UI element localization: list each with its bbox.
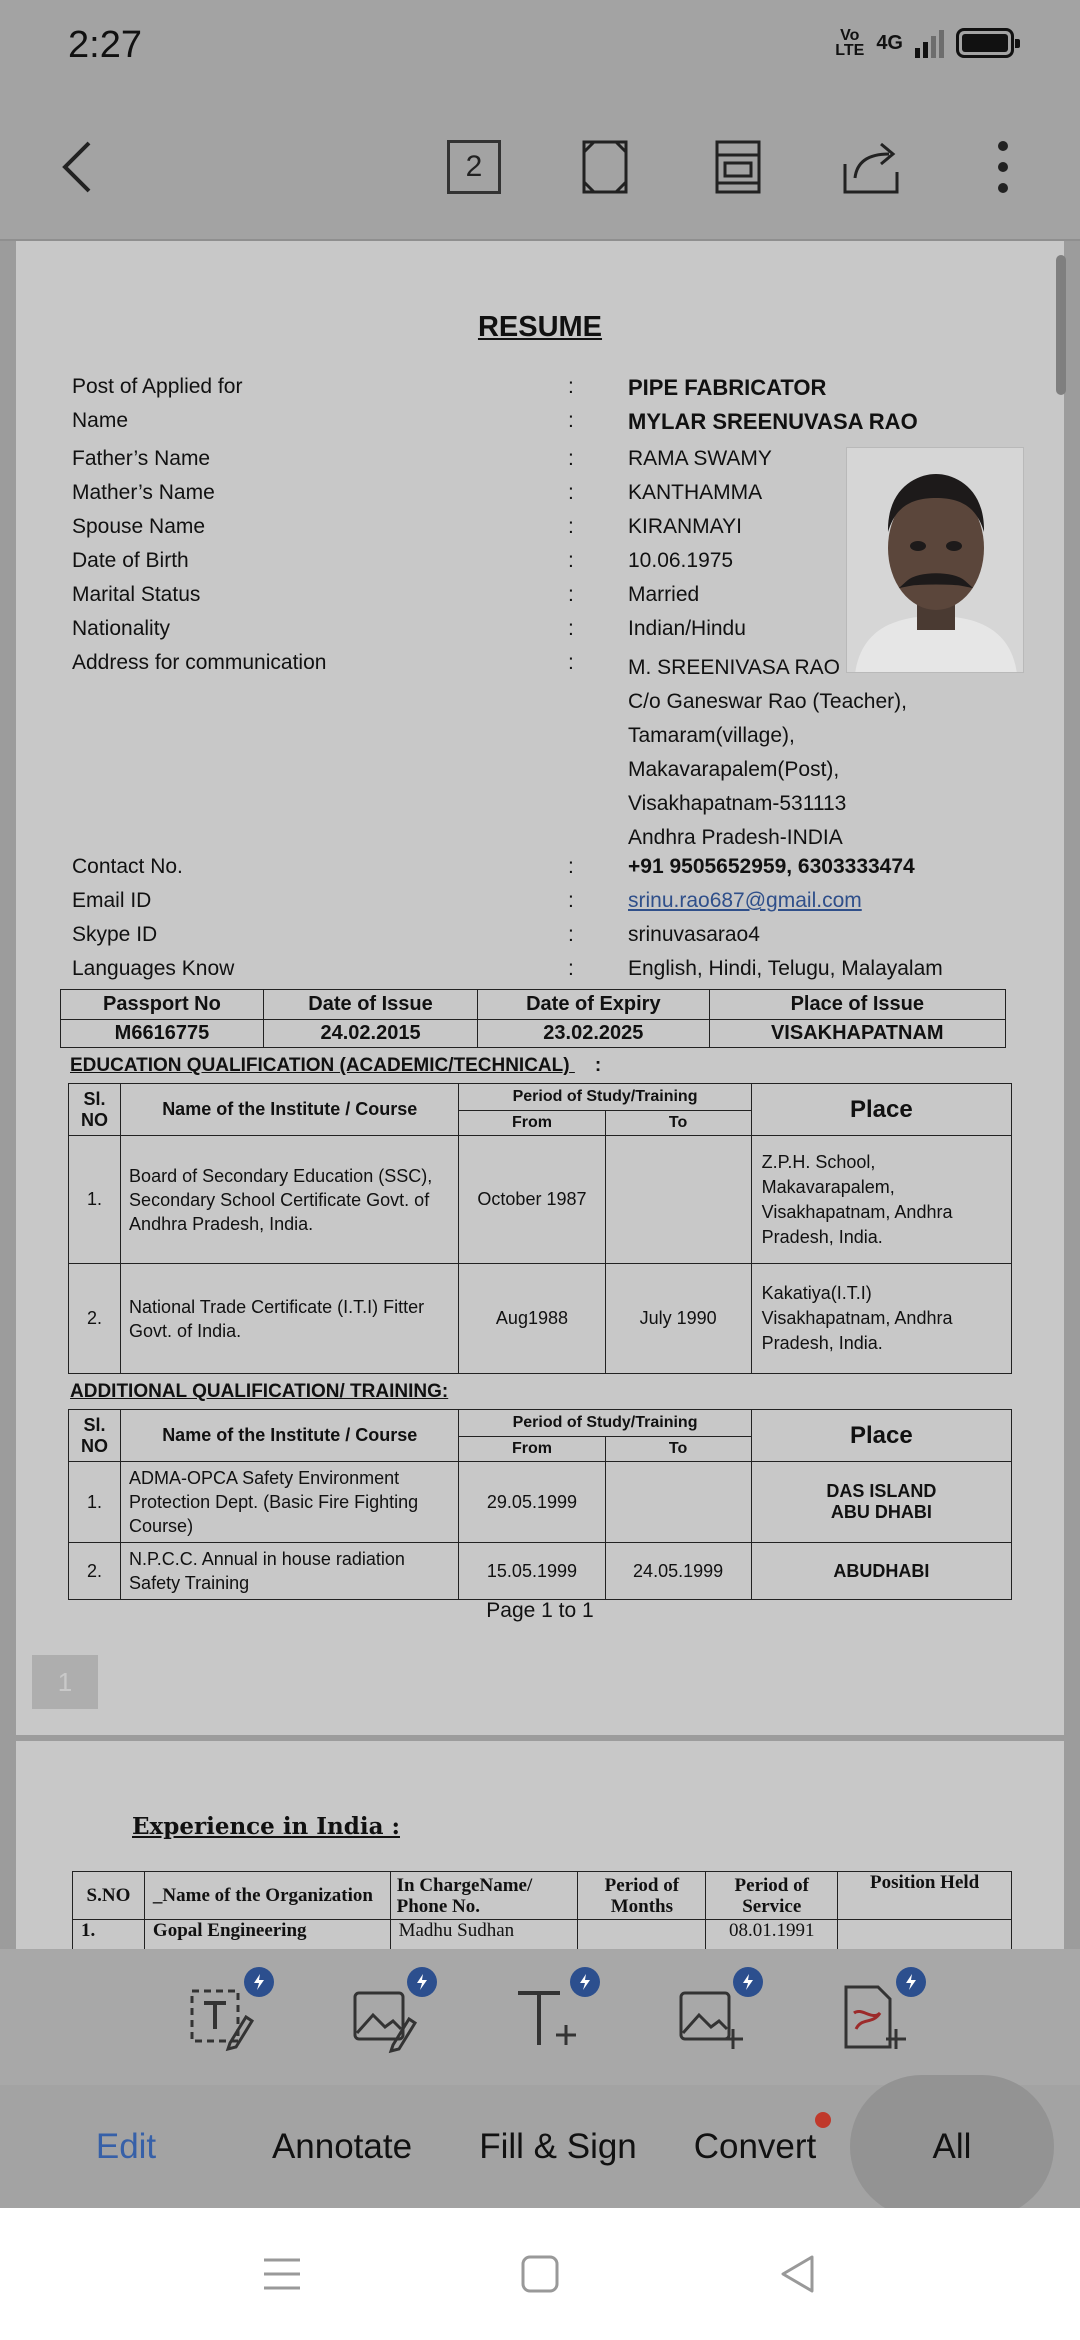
- table-header: Period of Study/Training: [459, 1084, 751, 1111]
- passport-value: 23.02.2025: [478, 1020, 709, 1048]
- table-header: Place: [751, 1410, 1011, 1462]
- info-colon: :: [568, 515, 574, 538]
- network-type: 4G: [876, 31, 903, 54]
- menu-icon[interactable]: [252, 2244, 312, 2304]
- pdf-tools-tool[interactable]: [832, 1977, 912, 2057]
- table-header: In ChargeName/ Phone No.: [390, 1872, 578, 1920]
- info-value: Married: [628, 583, 700, 606]
- info-row-name: [72, 409, 1042, 447]
- lightning-icon: [733, 1967, 763, 1997]
- table-cell: Gopal Engineering: [144, 1920, 390, 1950]
- top-toolbar: [0, 96, 1080, 241]
- info-value: Indian/Hindu: [628, 617, 746, 640]
- table-cell: 1.: [73, 1920, 145, 1950]
- home-icon[interactable]: [510, 2244, 570, 2304]
- signal-icon: [915, 28, 944, 58]
- table-row: [69, 1264, 1012, 1374]
- info-label: Name: [72, 409, 129, 432]
- table-cell: 1.: [69, 1462, 121, 1543]
- table-cell: Kakatiya(I.T.I) Visakhapatnam, Andhra Pradesh, India.: [751, 1264, 1011, 1374]
- volte-icon: [835, 28, 864, 58]
- info-colon: :: [568, 583, 574, 606]
- additional-title: ADDITIONAL QUALIFICATION/ TRAINING:: [70, 1381, 449, 1402]
- add-image-tool[interactable]: [669, 1977, 749, 2057]
- address-line: C/o Ganeswar Rao (Teacher),: [628, 690, 907, 713]
- table-header: Period of Study/Training: [459, 1410, 751, 1437]
- table-cell: October 1987: [459, 1136, 605, 1264]
- address-line: Visakhapatnam-531113: [628, 792, 847, 815]
- table-cell: 29.05.1999: [459, 1462, 605, 1543]
- scrollbar[interactable]: [1056, 255, 1066, 395]
- table-header: Sl. NO: [69, 1084, 121, 1136]
- status-icons: [835, 28, 1014, 58]
- passport-header: Passport No: [61, 990, 264, 1020]
- page-footer: Page 1 to 1: [486, 1599, 594, 1622]
- volte-line1: Vo: [840, 27, 860, 44]
- table-cell: Madhu Sudhan: [390, 1920, 578, 1950]
- table-cell: 2.: [69, 1543, 121, 1600]
- info-label: Marital Status: [72, 583, 201, 606]
- table-cell: 15.05.1999: [459, 1543, 605, 1600]
- status-bar: [0, 0, 1080, 96]
- table-cell: ABUDHABI: [751, 1543, 1011, 1600]
- table-header: _Name of the Organization: [144, 1872, 390, 1920]
- address-line: Andhra Pradesh-INDIA: [628, 826, 843, 849]
- table-cell: [605, 1462, 751, 1543]
- table-row: [69, 1543, 1012, 1600]
- education-title-colon: :: [594, 1055, 602, 1076]
- additional-table: [68, 1409, 1012, 1600]
- education-title-text: EDUCATION QUALIFICATION (ACADEMIC/TECHNICAL): [70, 1055, 570, 1076]
- passport-header: Date of Expiry: [478, 990, 709, 1020]
- table-cell: Aug1988: [459, 1264, 605, 1374]
- table-header: To: [605, 1437, 751, 1462]
- volte-line2: LTE: [835, 42, 865, 59]
- lightning-icon: [896, 1967, 926, 1997]
- battery-icon: [956, 28, 1014, 58]
- passport-header: Place of Issue: [709, 990, 1005, 1020]
- table-cell: N.P.C.C. Annual in house radiation Safety Training: [121, 1543, 459, 1600]
- info-label: Spouse Name: [72, 515, 206, 538]
- passport-table: [60, 989, 1006, 1048]
- document-page-2: [16, 1741, 1064, 1949]
- table-header: To: [605, 1111, 751, 1136]
- reading-mode-icon[interactable]: [703, 132, 773, 202]
- experience-table: [72, 1871, 1012, 1949]
- table-header: Position Held: [838, 1872, 1012, 1920]
- table-cell: 2.: [69, 1264, 121, 1374]
- info-colon: :: [568, 957, 574, 980]
- table-header: Name of the Institute / Course: [121, 1084, 459, 1136]
- tab-all[interactable]: All: [932, 2126, 972, 2166]
- info-label: Mather’s Name: [72, 481, 215, 504]
- address-line: Tamaram(village),: [628, 724, 795, 747]
- table-cell: Z.P.H. School, Makavarapalem, Visakhapatnam, Andhra Pradesh, India.: [751, 1136, 1011, 1264]
- address-lines: [628, 651, 907, 855]
- table-header: S.NO: [73, 1872, 145, 1920]
- info-colon: :: [568, 481, 574, 504]
- status-time: 2:27: [68, 24, 142, 66]
- passport-value: M6616775: [61, 1020, 264, 1048]
- passport-header: Date of Issue: [263, 990, 477, 1020]
- tab-convert[interactable]: Convert: [693, 2126, 817, 2166]
- table-cell: 24.05.1999: [605, 1543, 751, 1600]
- info-colon: :: [568, 409, 574, 432]
- tab-fill-sign[interactable]: Fill & Sign: [479, 2126, 637, 2166]
- navigation-bar: [0, 2208, 1080, 2340]
- tab-edit[interactable]: Edit: [95, 2126, 157, 2166]
- fullscreen-icon[interactable]: [570, 132, 640, 202]
- table-header: Name of the Institute / Course: [121, 1410, 459, 1462]
- table-header: Period of Service: [706, 1872, 838, 1920]
- info-label: Languages Know: [72, 957, 235, 980]
- info-label: Skype ID: [72, 923, 158, 946]
- info-colon: :: [568, 855, 574, 878]
- tab-annotate[interactable]: Annotate: [271, 2126, 413, 2166]
- info-row-languages: [72, 957, 1042, 991]
- notification-dot: [815, 2112, 831, 2128]
- passport-value: 24.02.2015: [263, 1020, 477, 1048]
- table-cell: 08.01.1991: [706, 1920, 838, 1950]
- info-colon: :: [568, 651, 574, 674]
- add-text-tool[interactable]: [506, 1977, 586, 2057]
- info-value: MYLAR SREENUVASA RAO: [628, 409, 918, 434]
- lightning-icon: [570, 1967, 600, 1997]
- more-options-icon[interactable]: [968, 132, 1038, 202]
- page-number-badge: 1: [32, 1655, 98, 1709]
- info-value: RAMA SWAMY: [628, 447, 772, 470]
- info-row-email: [72, 889, 1042, 923]
- info-row-skype: [72, 923, 1042, 957]
- back-arrow-icon[interactable]: [42, 132, 112, 202]
- info-value: KIRANMAYI: [628, 515, 742, 538]
- info-colon: :: [568, 889, 574, 912]
- info-row-post: [72, 375, 1042, 409]
- back-icon[interactable]: [768, 2244, 828, 2304]
- table-header: From: [459, 1437, 605, 1462]
- email-link[interactable]: srinu.rao687@gmail.com: [628, 889, 862, 912]
- table-cell: July 1990: [605, 1264, 751, 1374]
- info-value: KANTHAMMA: [628, 481, 763, 504]
- info-label: Father’s Name: [72, 447, 211, 470]
- lightning-icon: [244, 1967, 274, 1997]
- address-line: Makavarapalem(Post),: [628, 758, 840, 781]
- education-table: [68, 1083, 1012, 1374]
- edit-tools-row: [0, 1949, 1080, 2085]
- info-row-address: [72, 651, 1042, 855]
- table-row: [69, 1462, 1012, 1543]
- passport-value: VISAKHAPATNAM: [709, 1020, 1005, 1048]
- share-icon[interactable]: [836, 132, 906, 202]
- info-value: English, Hindi, Telugu, Malayalam: [628, 957, 943, 980]
- info-colon: :: [568, 549, 574, 572]
- edit-image-tool[interactable]: [343, 1977, 423, 2057]
- edit-text-tool[interactable]: [180, 1977, 260, 2057]
- info-colon: :: [568, 617, 574, 640]
- table-header: From: [459, 1111, 605, 1136]
- address-line: M. SREENIVASA RAO: [628, 656, 840, 679]
- page-count-button[interactable]: [439, 132, 509, 202]
- table-cell: [838, 1920, 1012, 1950]
- document-page-1: [16, 241, 1064, 1735]
- profile-photo: [846, 447, 1024, 673]
- info-colon: :: [568, 375, 574, 398]
- page-count-icon: 2: [447, 140, 501, 194]
- info-value: +91 9505652959, 6303333474: [628, 855, 915, 878]
- table-cell: DAS ISLAND ABU DHABI: [751, 1462, 1011, 1543]
- table-cell: Board of Secondary Education (SSC), Secondary School Certificate Govt. of Andhra Pradesh, India.: [121, 1136, 459, 1264]
- table-row: [69, 1136, 1012, 1264]
- table-cell: [578, 1920, 706, 1950]
- info-label: Email ID: [72, 889, 152, 912]
- document-viewer[interactable]: [0, 241, 1080, 1949]
- table-header: Period of Months: [578, 1872, 706, 1920]
- table-header: Sl. NO: [69, 1410, 121, 1462]
- info-value: PIPE FABRICATOR: [628, 375, 827, 400]
- info-colon: :: [568, 447, 574, 470]
- table-cell: ADMA-OPCA Safety Environment Protection Dept. (Basic Fire Fighting Course): [121, 1462, 459, 1543]
- info-label: Date of Birth: [72, 549, 189, 572]
- table-cell: 1.: [69, 1136, 121, 1264]
- info-label: Post of Applied for: [72, 375, 243, 398]
- info-colon: :: [568, 923, 574, 946]
- info-value: 10.06.1975: [628, 549, 734, 572]
- info-value: srinuvasarao4: [628, 923, 760, 946]
- info-label: Contact No.: [72, 855, 183, 878]
- info-label: Address for communication: [72, 651, 327, 674]
- lightning-icon: [407, 1967, 437, 1997]
- experience-title: Experience in India :: [132, 1813, 400, 1840]
- info-row-contact: [72, 855, 1042, 889]
- resume-title: RESUME: [477, 311, 603, 343]
- table-cell: National Trade Certificate (I.T.I) Fitter Govt. of India.: [121, 1264, 459, 1374]
- info-label: Nationality: [72, 617, 171, 640]
- table-header: Place: [751, 1084, 1011, 1136]
- table-row: [73, 1920, 1012, 1950]
- education-title: [70, 1055, 601, 1077]
- table-cell: [605, 1136, 751, 1264]
